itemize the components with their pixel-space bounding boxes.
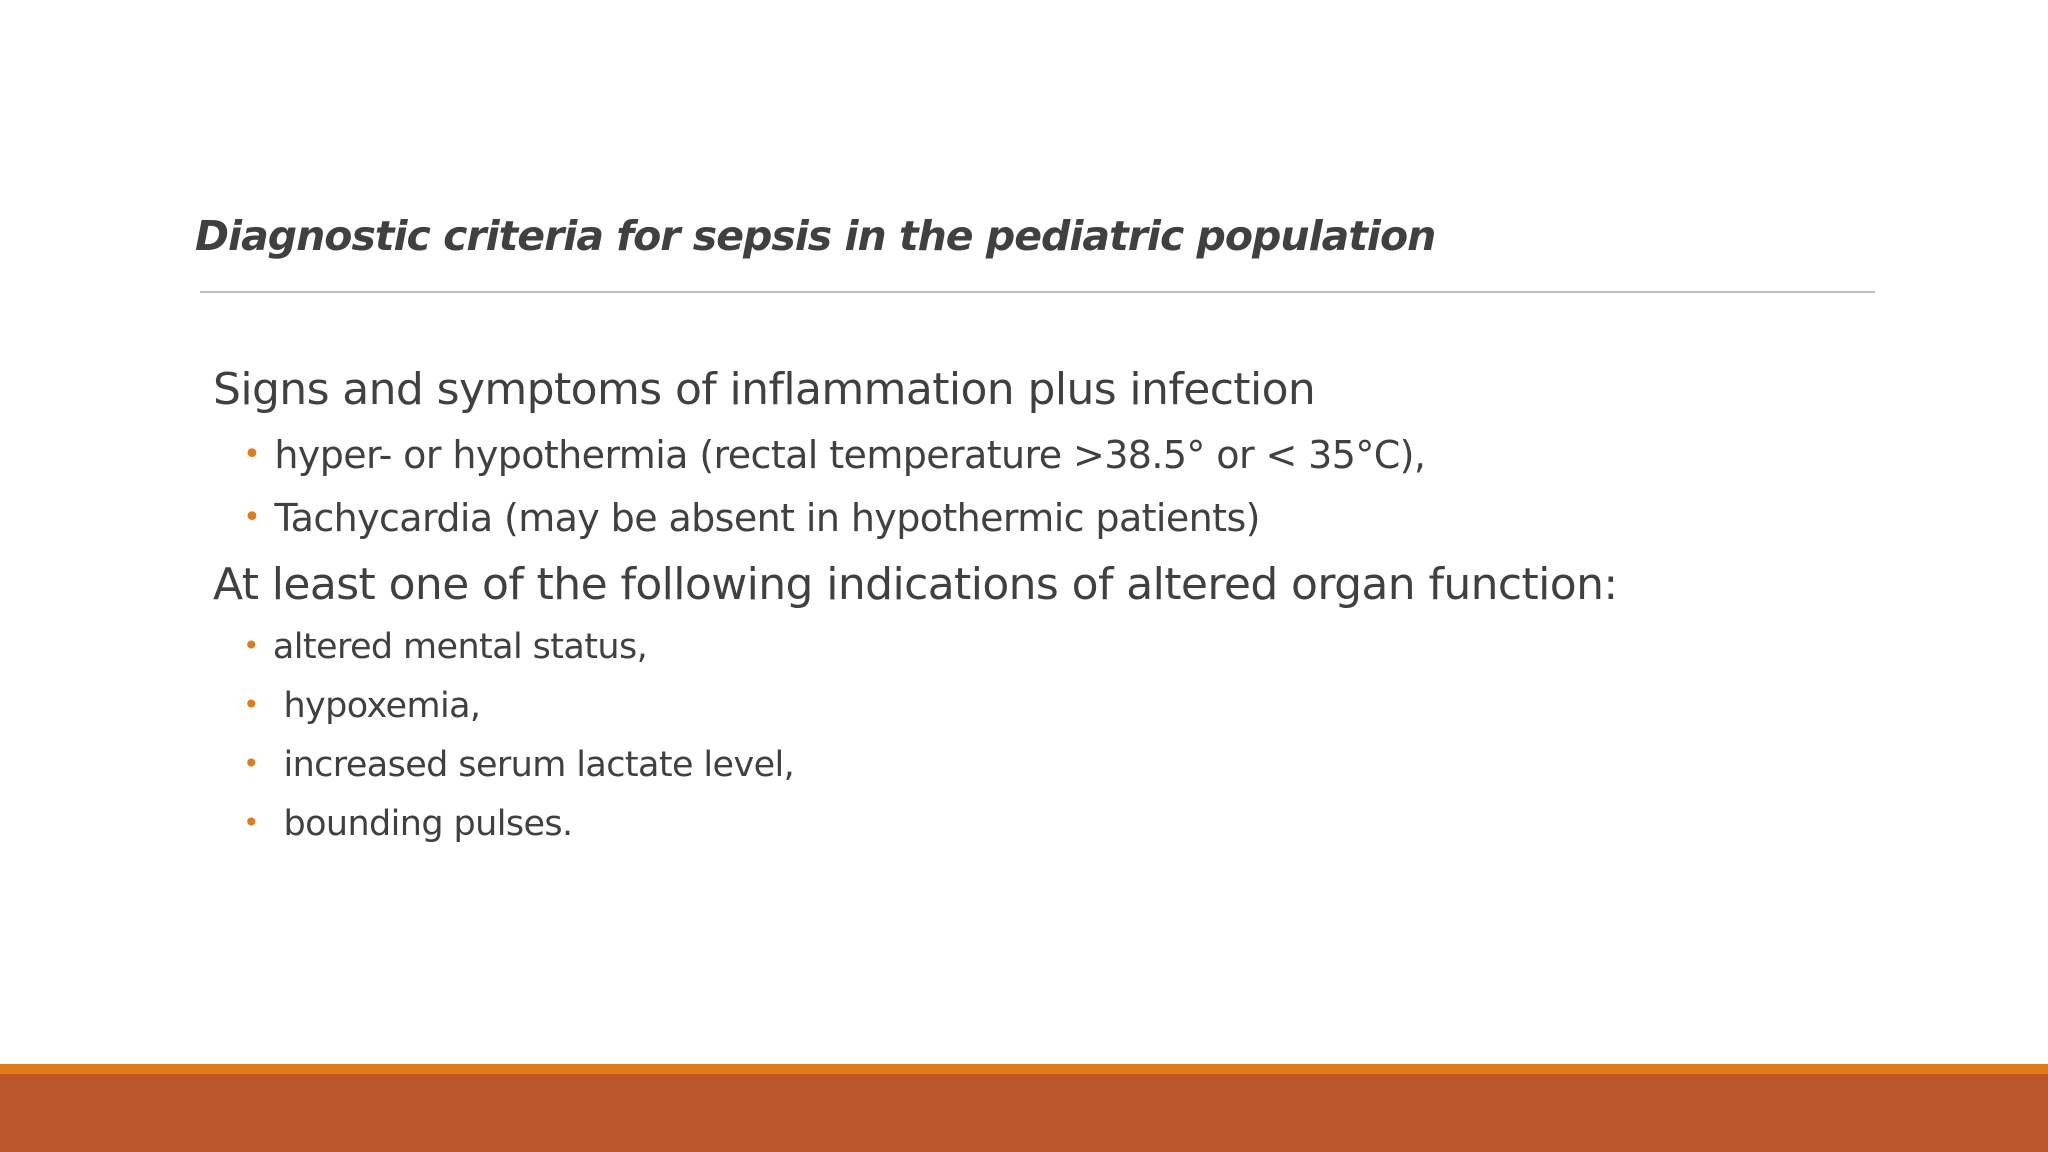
slide-title: Diagnostic criteria for sepsis in the pediatric population xyxy=(195,212,1436,260)
body-line-signs-and-symptoms xyxy=(213,364,1315,415)
bullet-icon: • xyxy=(243,437,261,473)
list-item-hyper-hypothermia xyxy=(243,433,1425,477)
list-item-text: bounding pulses. xyxy=(272,804,573,844)
body-line-text: Signs and symptoms of inflammation plus infection xyxy=(213,364,1316,415)
list-item-text: altered mental status, xyxy=(272,627,648,667)
list-item-altered-mental-status xyxy=(243,627,647,667)
bullet-icon: • xyxy=(243,746,259,780)
title-divider xyxy=(200,291,1875,293)
list-item-serum-lactate xyxy=(243,745,794,785)
bullet-icon: • xyxy=(243,805,259,839)
bullet-icon: • xyxy=(243,687,259,721)
list-item-text: increased serum lactate level, xyxy=(272,745,795,785)
bullet-icon: • xyxy=(243,628,259,662)
list-item-bounding-pulses xyxy=(243,804,573,844)
bullet-icon: • xyxy=(243,500,261,536)
list-item-text: hypoxemia, xyxy=(272,686,481,726)
footer-accent-stripe xyxy=(0,1064,2048,1074)
list-item-text: hyper- or hypothermia (rectal temperature >38.5° or < 35°C), xyxy=(274,433,1426,477)
list-item-text: Tachycardia (may be absent in hypothermic patients) xyxy=(274,496,1260,540)
body-line-organ-function xyxy=(213,559,1618,610)
list-item-tachycardia xyxy=(243,496,1260,540)
list-item-hypoxemia xyxy=(243,686,480,726)
footer-band xyxy=(0,1074,2048,1152)
body-line-text: At least one of the following indications of altered organ function: xyxy=(213,559,1618,610)
